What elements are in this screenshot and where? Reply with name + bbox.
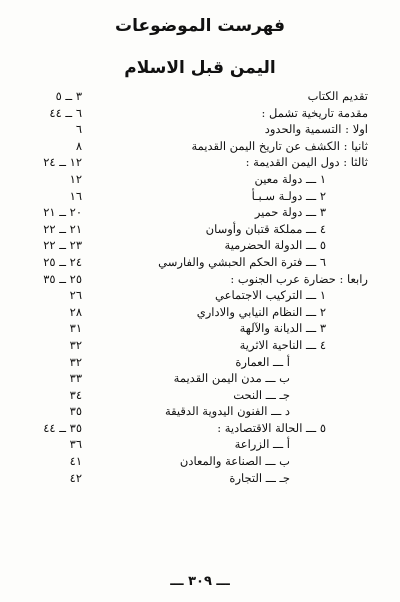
toc-entry-pages: ٣١: [69, 321, 82, 336]
toc-entry-label: ب ـــ مدن اليمن القديمة: [173, 371, 290, 386]
toc-entry: [32, 171, 368, 188]
page-title: فهرست الموضوعات: [115, 16, 285, 36]
toc-entry-label: ٥ ـــ الحالة الاقتصادية :: [217, 420, 326, 435]
toc-entry: [32, 320, 368, 337]
toc-entry: [32, 271, 368, 288]
toc-entry: [32, 370, 368, 387]
toc-entry: [32, 154, 368, 171]
toc-entry-pages: ١٢: [69, 171, 82, 186]
toc-entry-pages: ٦: [75, 122, 82, 137]
toc-entry-pages: ٨: [75, 138, 82, 153]
toc-entry-label: ٤ ـــ مملكة قتبان وأوسان: [205, 221, 326, 236]
toc-entry-pages: ٢١ ــ ٢٢: [43, 221, 82, 236]
toc-entry: [32, 237, 368, 254]
toc-entry-pages: ٢٦: [69, 288, 82, 303]
toc-entry: [32, 188, 368, 205]
book-subtitle: اليمن قبل الاسلام: [124, 58, 276, 78]
toc-entry-pages: ٣٤: [69, 387, 82, 402]
toc-entry-label: جـ ـــ التجارة: [229, 470, 290, 485]
toc-entry-label: ب ـــ الصناعة والمعادن: [179, 454, 290, 469]
toc-entry-pages: ٣٢: [69, 354, 82, 369]
toc-entry-pages: ٢٣ ــ ٢٢: [43, 238, 82, 253]
toc-entry-label: د ـــ الفنون اليدوية الدقيقة: [164, 404, 290, 419]
toc-entry-pages: ١٢ ــ ٢٤: [43, 155, 82, 170]
toc-entry: [32, 204, 368, 221]
toc-entry: [32, 420, 368, 437]
toc-entry: [32, 403, 368, 420]
toc-entry-label: ٤ ـــ الناحية الاثرية: [239, 337, 326, 352]
toc-entry-pages: ٣٣: [69, 371, 82, 386]
toc-entry: [32, 221, 368, 238]
table-of-contents: [32, 88, 368, 486]
toc-entry-label: ٢ ـــ النظام النيابي والاداري: [196, 304, 326, 319]
toc-entry: [32, 453, 368, 470]
toc-entry-pages: ٤١: [69, 454, 82, 469]
toc-entry-pages: ٢٨: [69, 304, 82, 319]
toc-entry-label: تقديم الكتاب: [307, 89, 368, 103]
toc-entry-pages: ٢٠ ــ ٢١: [43, 205, 82, 220]
toc-entry: [32, 254, 368, 271]
toc-entry: [32, 354, 368, 371]
toc-entry-label: اولا : التسمية والحدود: [264, 122, 368, 137]
toc-entry-label: ٥ ـــ الدولة الحضرمية: [224, 238, 326, 253]
toc-entry: [32, 88, 368, 105]
toc-entry: [32, 121, 368, 138]
toc-entry-pages: ٣٦: [69, 437, 82, 452]
toc-entry: [32, 287, 368, 304]
toc-entry: [32, 470, 368, 487]
toc-entry-pages: ٣ ــ ٥: [55, 89, 82, 103]
toc-entry-label: مقدمة تاريخية تشمل :: [261, 105, 368, 120]
toc-entry-label: أ ـــ الزراعة: [234, 437, 290, 452]
toc-entry: [32, 304, 368, 321]
toc-entry-label: ٦ ـــ فترة الحكم الحبشي والفارسي: [158, 254, 326, 269]
toc-entry-label: ثانيا : الكشف عن تاريخ اليمن القديمة: [191, 138, 368, 153]
toc-entry-pages: ١٦: [69, 188, 82, 203]
toc-entry-pages: ٣٢: [69, 337, 82, 352]
toc-entry-label: ٢ ـــ دولـة سـبـأ: [251, 188, 326, 203]
toc-entry-pages: ٢٤ ــ ٢٥: [43, 254, 82, 269]
toc-entry-label: ١ ـــ التركيب الاجتماعي: [215, 288, 326, 303]
toc-entry: [32, 436, 368, 453]
toc-entry: [32, 105, 368, 122]
toc-entry-label: ٣ ـــ دولة حمير: [254, 205, 326, 220]
toc-entry-pages: ٣٥: [69, 404, 82, 419]
toc-entry: [32, 138, 368, 155]
toc-entry-label: أ ـــ العمارة: [235, 354, 290, 369]
toc-entry: [32, 387, 368, 404]
toc-entry-label: رابعا : حضارة عرب الجنوب :: [230, 271, 368, 286]
toc-entry: [32, 337, 368, 354]
toc-entry-pages: ٢٥ ــ ٣٥: [43, 271, 82, 286]
toc-entry-label: جـ ـــ النحت: [233, 387, 290, 402]
page-number: ـــ ٣٠٩ ـــ: [170, 574, 230, 589]
toc-entry-label: ٣ ـــ الديانة والآلهة: [239, 321, 326, 336]
toc-entry-pages: ٣٥ ــ ٤٤: [43, 420, 82, 435]
toc-entry-pages: ٤٢: [69, 470, 82, 485]
toc-entry-pages: ٦ ــ ٤٤: [49, 105, 82, 120]
toc-entry-label: ثالثا : دول اليمن القديمة :: [245, 155, 368, 170]
toc-entry-label: ١ ـــ دولة معين: [254, 171, 326, 186]
